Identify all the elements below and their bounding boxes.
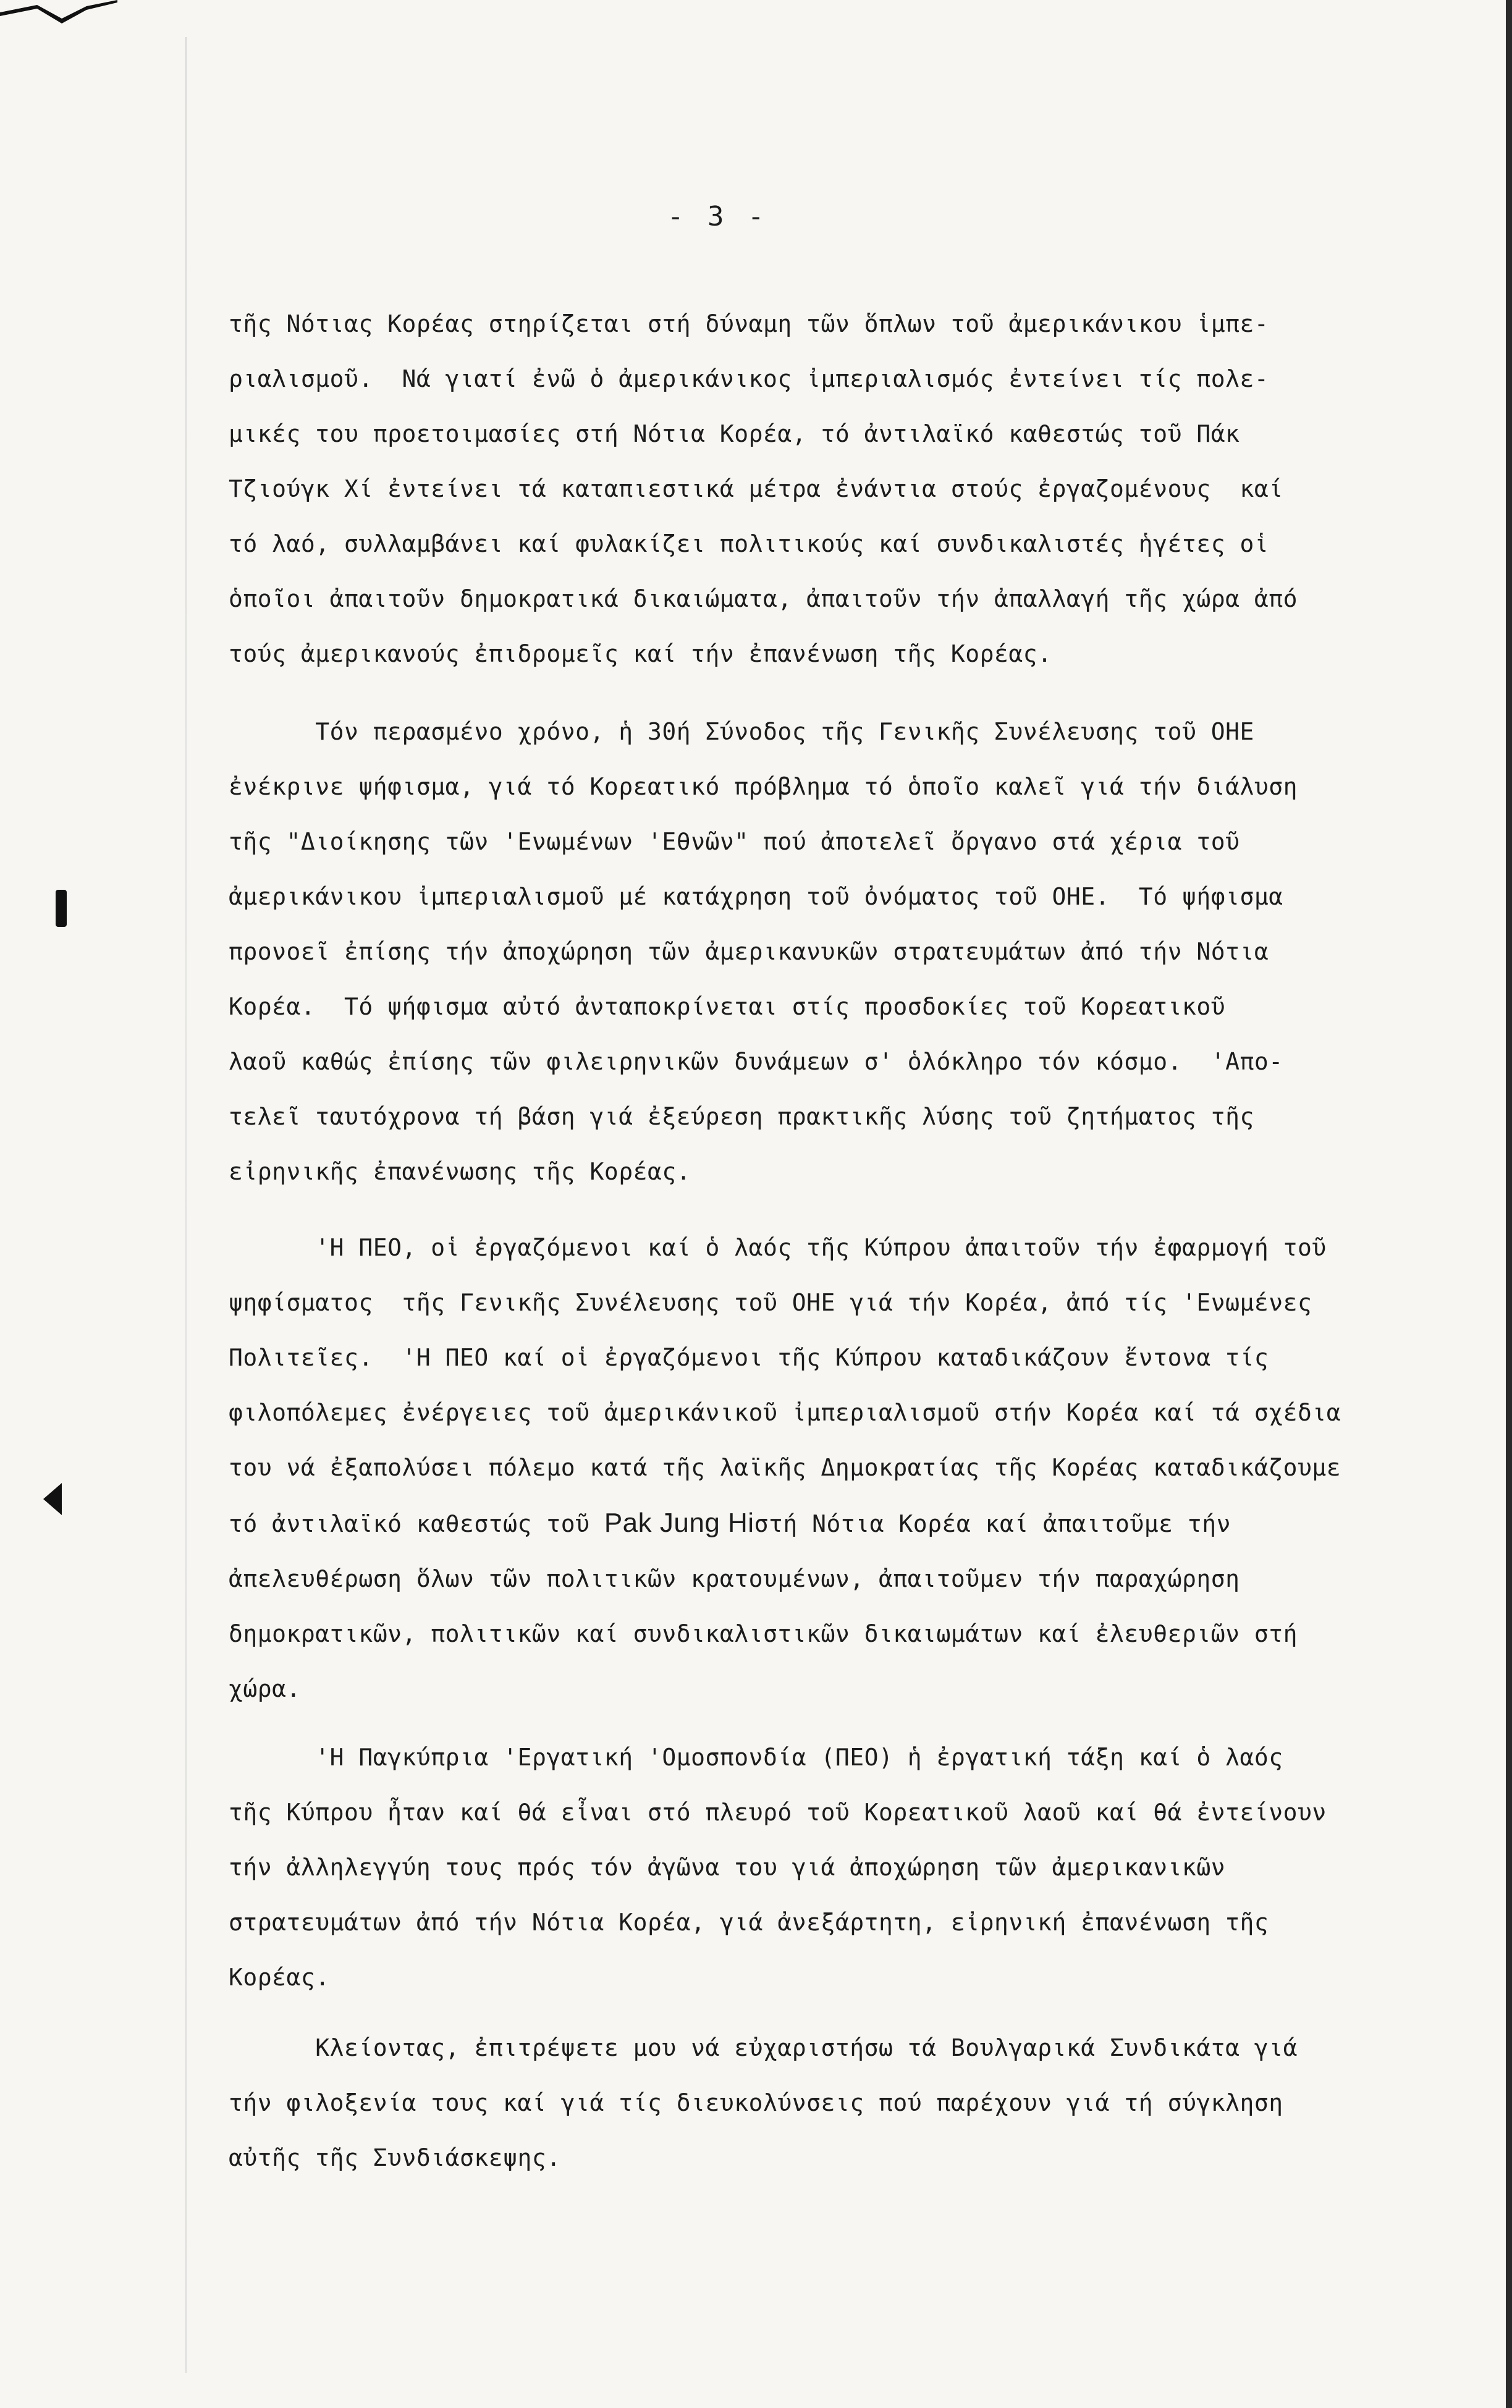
paragraph-3 [229, 1220, 1409, 1717]
page-number: - 3 - [667, 201, 768, 232]
text-line: ὁποῖοι ἀπαιτοῦν δημοκρατικά δικαιώματα, ἀπαιτοῦν τήν ἀπαλλαγή τῆς χώρα ἀπό [229, 585, 1298, 612]
text-line: Τζιούγκ Χί ἐντείνει τά καταπιεστικά μέτρα ἐνάντια στούς ἐργαζομένους καί [229, 475, 1283, 502]
text-line: τελεῖ ταυτόχρονα τή βάση γιά ἐξεύρεση πρακτικῆς λύσης τοῦ ζητήματος τῆς [229, 1103, 1254, 1130]
text-line: χώρα. [229, 1675, 301, 1702]
text-line: στή Νότια Κορέα καί ἀπαιτοῦμε τήν [754, 1510, 1231, 1537]
text-line: Κορέας. [229, 1964, 330, 1991]
text-line: τούς ἀμερικανούς ἐπιδρομεῖς καί τήν ἐπανένωση τῆς Κορέας. [229, 640, 1052, 667]
text-line: 'Η Παγκύπρια 'Εργατική 'Ομοσπονδία (ΠΕΟ) ἡ ἐργατική τάξη καί ὁ λαός [229, 1744, 1283, 1771]
paragraph-5 [229, 2021, 1409, 2186]
text-line: αὐτῆς τῆς Συνδιάσκεψης. [229, 2144, 561, 2171]
text-line: τό ἀντιλαϊκό καθεστώς τοῦ [229, 1510, 604, 1537]
text-line: ἐνέκρινε ψήφισμα, γιά τό Κορεατικό πρόβλημα τό ὁποῖο καλεῖ γιά τήν διάλυση [229, 773, 1298, 800]
margin-line [185, 37, 187, 2373]
text-line: τῆς Νότιας Κορέας στηρίζεται στή δύναμη τῶν ὅπλων τοῦ ἀμερικάνικου ἱμπε- [229, 310, 1269, 337]
text-line: ἀπελευθέρωση ὅλων τῶν πολιτικῶν κρατουμένων, ἀπαιτοῦμεν τήν παραχώρηση [229, 1565, 1240, 1592]
text-line: Κλείοντας, ἐπιτρέψετε μου νά εὐχαριστήσω τά Βουλγαρικά Συνδικάτα γιά [229, 2034, 1298, 2061]
text-line: δημοκρατικῶν, πολιτικῶν καί συνδικαλιστικῶν δικαιωμάτων καί ἐλευθεριῶν στή [229, 1620, 1298, 1647]
text-line: Κορέα. Τό ψήφισμα αὐτό ἀνταποκρίνεται στίς προσδοκίες τοῦ Κορεατικοῦ [229, 993, 1226, 1020]
text-line: στρατευμάτων ἀπό τήν Νότια Κορέα, γιά ἀνεξάρτητη, εἰρηνική ἐπανένωση τῆς [229, 1909, 1269, 1936]
text-line: ἀμερικάνικου ἰμπεριαλισμοῦ μέ κατάχρηση τοῦ ὀνόματος τοῦ ΟΗΕ. Τό ψήφισμα [229, 883, 1283, 910]
text-line: 'Η ΠΕΟ, οἱ ἐργαζόμενοι καί ὁ λαός τῆς Κύπρου ἀπαιτοῦν τήν ἐφαρμογή τοῦ [229, 1234, 1327, 1261]
text-line: εἰρηνικῆς ἐπανένωσης τῆς Κορέας. [229, 1158, 691, 1185]
punch-hole [56, 890, 67, 927]
text-line: λαοῦ καθώς ἐπίσης τῶν φιλειρηνικῶν δυνάμεων σ' ὁλόκληρο τόν κόσμο. 'Απο- [229, 1048, 1283, 1075]
text-line: τό λαό, συλλαμβάνει καί φυλακίζει πολιτικούς καί συνδικαλιστές ἡγέτες οἱ [229, 530, 1269, 557]
text-line: τῆς Κύπρου ἦταν καί θά εἶναι στό πλευρό τοῦ Κορεατικοῦ λαοῦ καί θά ἐντείνουν [229, 1799, 1327, 1826]
text-line: Πολιτεῖες. 'Η ΠΕΟ καί οἱ ἐργαζόμενοι τῆς Κύπρου καταδικάζουν ἔντονα τίς [229, 1344, 1269, 1371]
corner-scan-mark [0, 0, 117, 37]
text-line: του νά ἐξαπολύσει πόλεμο κατά τῆς λαϊκῆς Δημοκρατίας τῆς Κορέας καταδικάζουμε [229, 1454, 1341, 1481]
paragraph-1 [229, 297, 1409, 682]
typed-name: Pak Jung Hi [604, 1508, 754, 1538]
text-line: τήν φιλοξενία τους καί γιά τίς διευκολύνσεις πού παρέχουν γιά τή σύγκληση [229, 2089, 1283, 2116]
text-line: προνοεῖ ἐπίσης τήν ἀποχώρηση τῶν ἀμερικανυκῶν στρατευμάτων ἀπό τήν Νότια [229, 938, 1269, 965]
text-line: μικές του προετοιμασίες στή Νότια Κορέα, τό ἀντιλαϊκό καθεστώς τοῦ Πάκ [229, 420, 1240, 447]
text-line: τῆς "Διοίκησης τῶν 'Ενωμένων 'Εθνῶν" πού ἀποτελεῖ ὄργανο στά χέρια τοῦ [229, 828, 1240, 855]
paragraph-2 [229, 704, 1409, 1199]
text-line: φιλοπόλεμες ἐνέργειες τοῦ ἀμερικάνικοῦ ἰμπεριαλισμοῦ στήν Κορέα καί τά σχέδια [229, 1399, 1341, 1426]
paragraph-4 [229, 1730, 1409, 2005]
text-line: τήν ἀλληλεγγύη τους πρός τόν ἀγῶνα του γιά ἀποχώρηση τῶν ἀμερικανικῶν [229, 1854, 1226, 1881]
page-edge [1506, 0, 1512, 2408]
text-line: ψηφίσματος τῆς Γενικῆς Συνέλευσης τοῦ ΟΗΕ γιά τήν Κορέα, ἀπό τίς 'Ενωμένες [229, 1289, 1312, 1316]
text-line: Τόν περασμένο χρόνο, ἡ 30ή Σύνοδος τῆς Γενικῆς Συνέλευσης τοῦ ΟΗΕ [229, 718, 1254, 745]
text-line: ριαλισμοῦ. Νά γιατί ἐνῶ ὁ ἀμερικάνικος ἰμπεριαλισμός ἐντείνει τίς πολε- [229, 365, 1269, 392]
punch-mark [43, 1483, 62, 1515]
